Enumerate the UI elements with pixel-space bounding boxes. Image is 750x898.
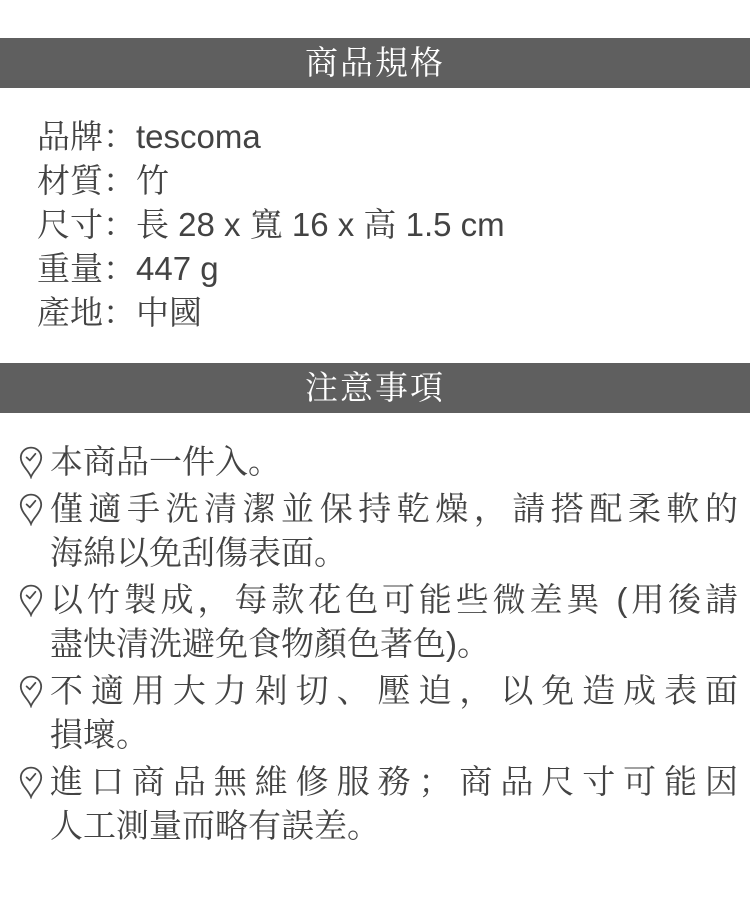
- spec-row-origin: [37, 291, 738, 335]
- notes-section-header: [0, 363, 750, 413]
- spec-value: 中國: [136, 294, 202, 331]
- spec-label: 產地: [37, 294, 103, 331]
- spec-value: 竹: [136, 162, 169, 199]
- spec-colon: ：: [103, 250, 136, 287]
- spec-row-brand: [37, 115, 738, 159]
- spec-label: 尺寸: [37, 206, 103, 243]
- notes-list: [0, 440, 750, 848]
- note-text: 進口商品無維修服務；商品尺寸可能因: [50, 763, 738, 800]
- pin-check-icon: [19, 675, 43, 708]
- pin-check-icon: [19, 446, 43, 479]
- note-item: [0, 487, 738, 575]
- note-item: [0, 669, 738, 757]
- spec-row-dimensions: [37, 203, 738, 247]
- note-text: 以竹製成，每款花色可能些微差異 (用後請: [50, 581, 738, 618]
- spec-row-weight: [37, 247, 738, 291]
- note-text: 盡快清洗避免食物顏色著色)。: [50, 625, 490, 662]
- note-text: 海綿以免刮傷表面。: [50, 534, 347, 571]
- spec-label: 重量: [37, 250, 103, 287]
- note-item: [0, 440, 738, 484]
- pin-check-icon: [19, 766, 43, 799]
- spec-list: [37, 115, 738, 335]
- note-item: [0, 578, 738, 666]
- pin-check-icon: [19, 493, 43, 526]
- note-text: 本商品一件入。: [50, 443, 281, 480]
- spec-value: 長 28 x 寬 16 x 高 1.5 cm: [136, 206, 505, 243]
- notes-section-title: 注意事項: [305, 369, 445, 406]
- spec-colon: ：: [103, 162, 136, 199]
- note-text: 人工測量而略有誤差。: [50, 807, 380, 844]
- note-text: 不適用大力剁切、壓迫，以免造成表面: [50, 672, 738, 709]
- spec-colon: ：: [103, 294, 136, 331]
- spec-value: 447 g: [136, 250, 219, 287]
- note-text: 損壞。: [50, 716, 149, 753]
- pin-check-icon: [19, 584, 43, 617]
- spec-value: tescoma: [136, 118, 261, 155]
- spec-label: 材質: [37, 162, 103, 199]
- spec-row-material: [37, 159, 738, 203]
- spec-colon: ：: [103, 118, 136, 155]
- product-detail-page: [0, 38, 750, 898]
- note-text: 僅適手洗清潔並保持乾燥，請搭配柔軟的: [50, 490, 738, 527]
- spec-section-header: [0, 38, 750, 88]
- spec-label: 品牌: [37, 118, 103, 155]
- note-item: [0, 760, 738, 848]
- spec-colon: ：: [103, 206, 136, 243]
- spec-section-title: 商品規格: [305, 44, 445, 81]
